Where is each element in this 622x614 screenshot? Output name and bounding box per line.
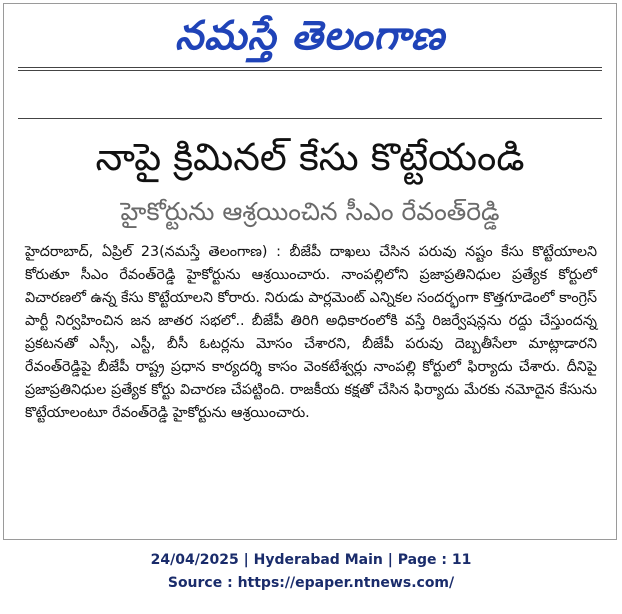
newspaper-masthead: నమస్తే తెలంగాణ — [174, 13, 446, 59]
article-body: హైదరాబాద్, ఏప్రిల్ 23(నమస్తే తెలంగాణ) : బీజేపీ దాఖలు చేసిన పరువు నష్టం కేసు కొట్టేయాలని కోరుతూ సీఎం రేవంత్‌రెడ్డి హైకోర్టును ఆశ్రయించారు. నాంపల్లిలోని ప్రజాప్రతినిధుల ప్రత్యేక కోర్టులో విచారణలో ఉన్న కేసు కొట్టేయాలని కోరారు. నిరుడు పార్లమెంట్ ఎన్నికల సందర్భంగా కొత్తగూడెంలో కాంగ్రెస్ పార్టీ నిర్వహించిన జన జాతర సభలో.. బీజేపీ తిరిగి అధికారంలోకి వస్తే రిజర్వేషన్లను రద్దు చేస్తుందన్న ప్రకటనతో ఎస్సీ, ఎస్టీ, బీసీ ఓటర్లను మోసం చేశారని, బీజేపీ పరువు దెబ్బతీసేలా మాట్లాడారని రేవంత్‌రెడ్డిపై బీజేపీ రాష్ట్ర ప్రధాన కార్యదర్శి కాసం వెంకటేశ్వర్లు నాంపల్లి కోర్టులో ఫిర్యాదు చేశారు. దీనిపై ప్రజాప్రతినిధుల ప్రత్యేక కోర్టు విచారణ చేపట్టింది. రాజకీయ కక్షతో చేసిన ఫిర్యాదు మేరకు నమోదైన కేసును కొట్టేయాలంటూ రేవంత్‌రెడ్డి హైకోర్టును ఆశ్రయించారు. — [25, 244, 597, 421]
clipping-frame — [3, 3, 617, 540]
clipping-date-edition-page: 24/04/2025 | Hyderabad Main | Page : 11 — [150, 552, 472, 568]
masthead-rule-top — [18, 67, 602, 68]
clipping-source: Source : https://epaper.ntnews.com/ — [167, 575, 455, 591]
masthead-rule-bottom — [18, 70, 602, 71]
article-subheadline: హైకోర్టును ఆశ్రయించిన సీఎం రేవంత్‌రెడ్డి — [120, 197, 500, 226]
article-headline: నాపై క్రిమినల్ కేసు కొట్టేయండి — [95, 135, 525, 179]
headline-rule — [18, 118, 602, 119]
